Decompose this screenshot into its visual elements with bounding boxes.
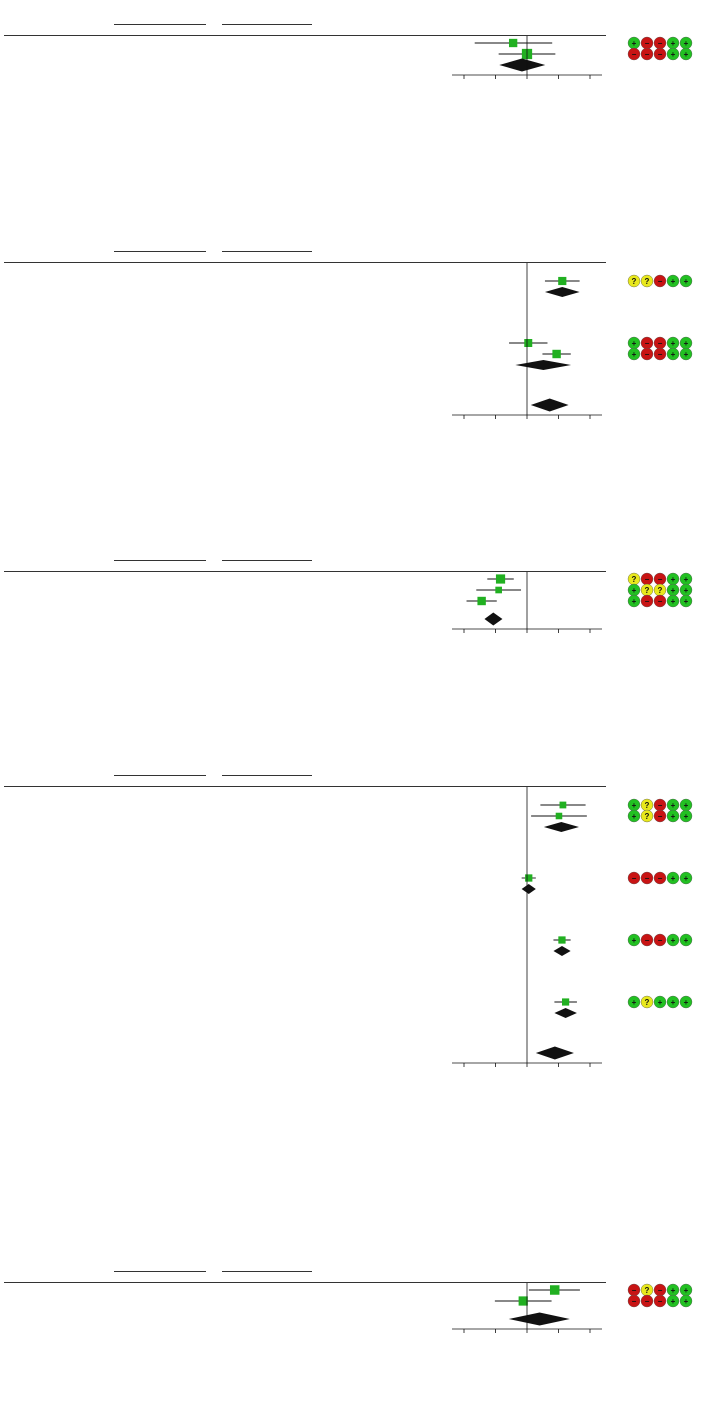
header-rule	[4, 35, 606, 36]
study-effect-square	[558, 936, 565, 943]
rob-symbol: +	[683, 39, 689, 48]
study-effect-square	[496, 574, 505, 583]
rob-symbol: −	[644, 350, 650, 359]
study-effect-square	[562, 998, 569, 1005]
experimental-group-rule	[114, 24, 206, 25]
subtotal-diamond	[554, 1008, 577, 1018]
rob-symbol: −	[657, 801, 663, 810]
rob-symbol: +	[670, 874, 676, 883]
rob-symbol: +	[631, 597, 637, 606]
study-effect-square	[552, 350, 560, 358]
rob-symbol: ?	[644, 586, 650, 595]
rob-symbol: ?	[657, 586, 663, 595]
rob-symbol: −	[657, 277, 663, 286]
rob-symbol: −	[644, 936, 650, 945]
rob-symbol: −	[644, 50, 650, 59]
rob-symbol: ?	[644, 801, 650, 810]
rob-symbol: +	[631, 339, 637, 348]
rob-symbol: +	[631, 350, 637, 359]
rob-symbol: −	[657, 936, 663, 945]
rob-symbol: −	[657, 597, 663, 606]
rob-symbol: −	[631, 1286, 637, 1295]
total-diamond	[509, 1313, 570, 1326]
control-group-rule	[222, 775, 312, 776]
rob-symbol: ?	[644, 998, 650, 1007]
rob-symbol: +	[683, 801, 689, 810]
rob-symbol: +	[670, 998, 676, 1007]
rob-symbol: +	[683, 1286, 689, 1295]
rob-symbol: −	[657, 339, 663, 348]
rob-symbol: +	[683, 936, 689, 945]
rob-symbol: −	[657, 39, 663, 48]
header-rule	[4, 262, 606, 263]
header-rule	[4, 786, 606, 787]
rob-symbol: +	[683, 350, 689, 359]
rob-symbol: ?	[631, 575, 637, 584]
header-rule	[4, 571, 606, 572]
subtotal-diamond	[553, 946, 570, 956]
rob-symbol: +	[670, 339, 676, 348]
control-group-rule	[222, 251, 312, 252]
rob-symbol: +	[670, 350, 676, 359]
rob-symbol: ?	[644, 277, 650, 286]
rob-symbol: +	[670, 597, 676, 606]
total-diamond	[484, 613, 502, 626]
control-group-rule	[222, 24, 312, 25]
rob-symbol: +	[631, 936, 637, 945]
rob-symbol: −	[657, 874, 663, 883]
rob-symbol: +	[670, 801, 676, 810]
rob-symbol: +	[683, 277, 689, 286]
rob-symbol: +	[683, 575, 689, 584]
rob-symbol: −	[657, 575, 663, 584]
study-effect-square	[477, 597, 485, 605]
rob-symbol: +	[683, 597, 689, 606]
control-group-rule	[222, 560, 312, 561]
rob-symbol: +	[631, 812, 637, 821]
rob-symbol: −	[644, 39, 650, 48]
rob-symbol: −	[644, 1297, 650, 1306]
rob-symbol: +	[670, 39, 676, 48]
subtotal-diamond	[545, 287, 580, 297]
rob-symbol: +	[670, 1297, 676, 1306]
rob-symbol: +	[631, 801, 637, 810]
rob-symbol: +	[683, 1297, 689, 1306]
rob-symbol: −	[644, 874, 650, 883]
total-diamond	[531, 399, 569, 412]
control-group-rule	[222, 1271, 312, 1272]
study-effect-square	[519, 1296, 528, 1305]
study-effect-square	[560, 802, 567, 809]
rob-symbol: +	[657, 998, 663, 1007]
subtotal-diamond	[515, 360, 571, 370]
experimental-group-rule	[114, 1271, 206, 1272]
rob-symbol: −	[631, 50, 637, 59]
rob-symbol: +	[670, 1286, 676, 1295]
subtotal-diamond	[544, 822, 579, 832]
rob-symbol: +	[670, 936, 676, 945]
rob-symbol: +	[683, 586, 689, 595]
rob-symbol: −	[657, 50, 663, 59]
total-diamond	[536, 1047, 574, 1060]
study-effect-square	[509, 39, 517, 47]
rob-symbol: +	[631, 586, 637, 595]
rob-symbol: +	[683, 812, 689, 821]
rob-symbol: −	[644, 339, 650, 348]
rob-symbol: ?	[644, 812, 650, 821]
total-diamond	[499, 59, 545, 72]
rob-symbol: −	[644, 597, 650, 606]
rob-symbol: −	[657, 1286, 663, 1295]
rob-symbol: +	[631, 39, 637, 48]
rob-symbol: +	[683, 874, 689, 883]
experimental-group-rule	[114, 560, 206, 561]
rob-symbol: ?	[644, 1286, 650, 1295]
study-effect-square	[558, 277, 566, 285]
rob-symbol: +	[670, 575, 676, 584]
rob-symbol: −	[644, 575, 650, 584]
rob-symbol: ?	[631, 277, 637, 286]
rob-symbol: +	[670, 586, 676, 595]
rob-symbol: −	[657, 350, 663, 359]
rob-symbol: −	[657, 1297, 663, 1306]
rob-symbol: +	[670, 812, 676, 821]
rob-symbol: +	[670, 277, 676, 286]
experimental-group-rule	[114, 251, 206, 252]
study-effect-square	[525, 874, 532, 881]
study-effect-square	[524, 339, 532, 347]
rob-symbol: −	[657, 812, 663, 821]
rob-symbol: −	[631, 874, 637, 883]
subtotal-diamond	[522, 884, 536, 894]
rob-symbol: +	[683, 339, 689, 348]
header-rule	[4, 1282, 606, 1283]
study-effect-square	[495, 587, 502, 594]
study-effect-square	[556, 813, 563, 820]
rob-symbol: +	[670, 50, 676, 59]
study-effect-square	[550, 1285, 559, 1294]
rob-symbol: +	[683, 50, 689, 59]
experimental-group-rule	[114, 775, 206, 776]
rob-symbol: +	[631, 998, 637, 1007]
rob-symbol: −	[631, 1297, 637, 1306]
rob-symbol: +	[683, 998, 689, 1007]
